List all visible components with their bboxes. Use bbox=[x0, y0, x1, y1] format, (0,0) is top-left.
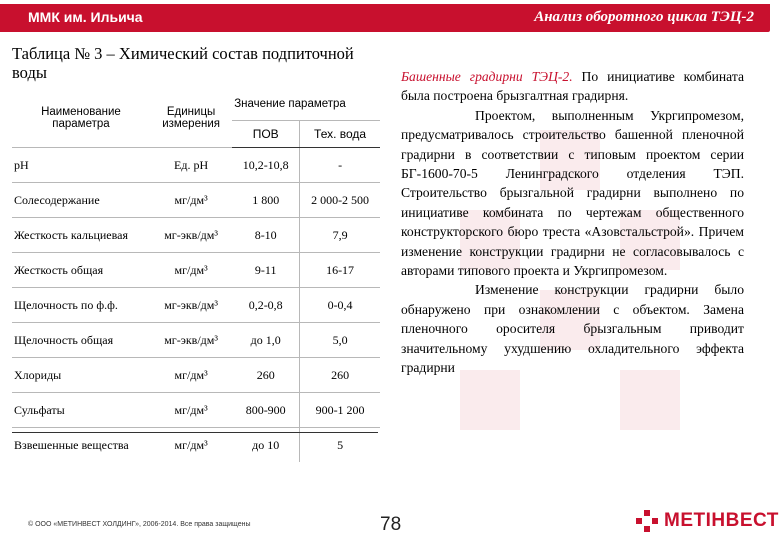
table-row bbox=[12, 323, 380, 358]
logo-text: МЕТІНВЕСТ bbox=[664, 510, 779, 531]
header-unit: Единицы измерения bbox=[162, 105, 220, 130]
section-title: Анализ оборотного цикла ТЭЦ-2 bbox=[534, 9, 754, 25]
header-pov: ПОВ bbox=[232, 121, 299, 148]
row-tech: 16-17 bbox=[300, 253, 380, 288]
metinvest-logo-icon bbox=[636, 510, 658, 532]
row-param: Солесодержание bbox=[12, 183, 150, 218]
footer-copyright: © ООО «МЕТИНВЕСТ ХОЛДИНГ», 2006-2014. Все права защищены bbox=[28, 521, 251, 528]
row-tech: 900-1 200 bbox=[300, 393, 380, 428]
row-pov: 8-10 bbox=[232, 218, 299, 253]
row-param: Щелочность по ф.ф. bbox=[12, 288, 150, 323]
row-pov: 0,2-0,8 bbox=[232, 288, 299, 323]
row-pov: до 1,0 bbox=[232, 323, 299, 358]
row-tech: 5 bbox=[300, 428, 380, 463]
row-pov: 260 bbox=[232, 358, 299, 393]
side-text-block bbox=[401, 67, 744, 378]
row-param: Жесткость общая bbox=[12, 253, 150, 288]
row-tech: 2 000-2 500 bbox=[300, 183, 380, 218]
table-row bbox=[12, 358, 380, 393]
table-row bbox=[12, 148, 380, 183]
row-param: Взвешенные вещества bbox=[12, 428, 150, 463]
row-unit: мг/дм³ bbox=[150, 358, 232, 393]
page-number: 78 bbox=[380, 514, 402, 535]
side-text-paragraph-1: По инициативе комбината была построена брызгалтная градирня. bbox=[401, 69, 744, 104]
table-row bbox=[12, 288, 380, 323]
row-tech: 0-0,4 bbox=[300, 288, 380, 323]
chemical-composition-table bbox=[12, 88, 380, 462]
row-unit: Ед. pH bbox=[150, 148, 232, 183]
row-tech: 7,9 bbox=[300, 218, 380, 253]
header-param: Наименование параметра bbox=[41, 105, 121, 130]
table-title: Таблица № 3 – Химический состав подпиточной воды bbox=[12, 44, 354, 82]
metinvest-logo bbox=[636, 510, 779, 532]
row-unit: мг-экв/дм³ bbox=[150, 218, 232, 253]
row-tech: 5,0 bbox=[300, 323, 380, 358]
row-unit: мг-экв/дм³ bbox=[150, 323, 232, 358]
row-unit: мг/дм³ bbox=[150, 183, 232, 218]
row-pov: 1 800 bbox=[232, 183, 299, 218]
row-unit: мг-экв/дм³ bbox=[150, 288, 232, 323]
row-param: pH bbox=[12, 148, 150, 183]
row-param: Щелочность общая bbox=[12, 323, 150, 358]
row-pov: 9-11 bbox=[232, 253, 299, 288]
table-bottom-rule bbox=[12, 432, 378, 433]
row-param: Жесткость кальциевая bbox=[12, 218, 150, 253]
row-pov: 800-900 bbox=[232, 393, 299, 428]
header-tech-water: Тех. вода bbox=[300, 121, 380, 148]
row-pov: 10,2-10,8 bbox=[232, 148, 299, 183]
table-header-row bbox=[12, 88, 380, 121]
row-param: Хлориды bbox=[12, 358, 150, 393]
row-tech: - bbox=[300, 148, 380, 183]
row-pov: до 10 bbox=[232, 428, 299, 463]
side-text-paragraph-3: Изменение конструкции градирни было обнаружено при ознакомлении с объектом. Замена пленочного оросителя брызгальным приводит значительному ухудшению охладительного эффекта градирни bbox=[401, 282, 744, 376]
top-header-bar bbox=[0, 0, 780, 38]
header-value-group: Значение параметра bbox=[232, 88, 380, 121]
row-unit: мг/дм³ bbox=[150, 253, 232, 288]
row-param: Сульфаты bbox=[12, 393, 150, 428]
row-unit: мг/дм³ bbox=[150, 428, 232, 463]
table-row bbox=[12, 183, 380, 218]
table-row bbox=[12, 393, 380, 428]
table-row bbox=[12, 218, 380, 253]
row-unit: мг/дм³ bbox=[150, 393, 232, 428]
side-text-lead: Башенные градирни ТЭЦ-2. bbox=[401, 69, 573, 84]
side-text-paragraph-2: Проектом, выполненным Укргипромезом, предусматривалось строительство башенной пленочной градирни в соответствии с типовым проектом серии БГ-1600-70-5 Ленинградского отделения ТЭП. Строительство брызгальной градирни выполнено по инициативе комбината по чертежам общественного конструкторского бюро треста «Азовстальстрой». Причем изменение конструкции градирни не согласовывалось с авторами типового проекта и Укргипромезом. bbox=[401, 107, 744, 279]
company-name: ММК им. Ильича bbox=[28, 9, 143, 25]
table-row bbox=[12, 253, 380, 288]
row-tech: 260 bbox=[300, 358, 380, 393]
